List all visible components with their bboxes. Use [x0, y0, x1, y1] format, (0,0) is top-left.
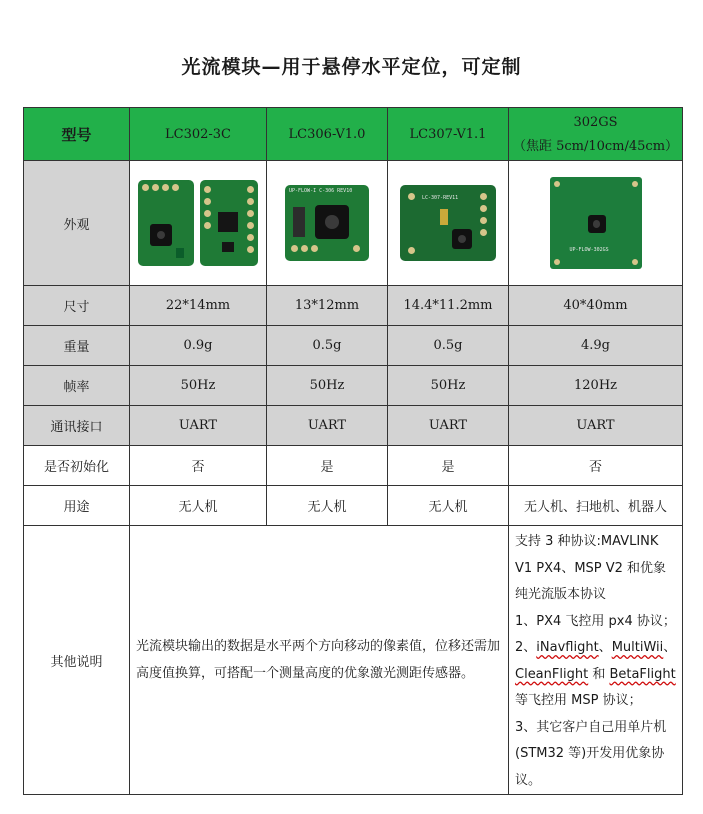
notes-line: 等飞控用 MSP 协议；: [515, 693, 642, 708]
fc-inavflight: iNavflight: [536, 640, 599, 655]
module-photo-lc306: UP-FLOW-I C-306 REV10: [285, 185, 369, 261]
model-302gs: [509, 108, 683, 161]
notes-line: [515, 635, 678, 662]
size-value: 22*14mm: [130, 286, 267, 326]
fps-label: 帧率: [24, 366, 130, 406]
weight-value: 0.5g: [267, 326, 388, 366]
notes-line: 支持 3 种协议:MAVLINK: [515, 534, 659, 549]
usage-value: 无人机: [267, 486, 388, 526]
size-row: [24, 286, 683, 326]
notes-label: 其他说明: [24, 526, 130, 795]
size-value: 13*12mm: [267, 286, 388, 326]
interface-value: UART: [267, 406, 388, 446]
weight-row: [24, 326, 683, 366]
fps-value: 50Hz: [130, 366, 267, 406]
init-label: 是否初始化: [24, 446, 130, 486]
notes-text: 和: [588, 666, 610, 682]
init-value: 是: [388, 446, 509, 486]
usage-value: 无人机: [130, 486, 267, 526]
init-value: 是: [267, 446, 388, 486]
fps-row: [24, 366, 683, 406]
notes-line: 3、其它客户自己用单片机: [515, 719, 667, 735]
interface-value: UART: [388, 406, 509, 446]
module-photo-lc307: LC-307-REV11: [400, 185, 496, 261]
notes-text: 、: [598, 640, 612, 655]
model-lc306: LC306-V1.0: [267, 108, 388, 161]
interface-value: UART: [130, 406, 267, 446]
fps-value: 50Hz: [388, 366, 509, 406]
notes-line: 1、PX4 飞控用 px4 协议；: [515, 613, 676, 629]
photo-cell-lc306: [267, 161, 388, 286]
init-row: [24, 446, 683, 486]
weight-label: 重量: [24, 326, 130, 366]
header-label: 型号: [24, 108, 130, 161]
init-value: 否: [130, 446, 267, 486]
weight-value: 4.9g: [509, 326, 683, 366]
interface-label: 通讯接口: [24, 406, 130, 446]
interface-value: UART: [509, 406, 683, 446]
weight-value: 0.5g: [388, 326, 509, 366]
model-302gs-name: 302GS: [573, 114, 618, 130]
size-label: 尺寸: [24, 286, 130, 326]
notes-text: 、: [663, 640, 677, 655]
size-value: 40*40mm: [509, 286, 683, 326]
usage-label: 用途: [24, 486, 130, 526]
notes-description: 光流模块输出的数据是水平两个方向移动的像素值，位移还需加高度值换算，可搭配一个测量高度的优象激光测距传感器。: [130, 526, 509, 795]
photo-cell-lc307: [388, 161, 509, 286]
model-lc307: LC307-V1.1: [388, 108, 509, 161]
notes-line: V1 PX4、MSP V2 和优象: [515, 560, 667, 576]
fc-cleanflight: CleanFlight: [515, 666, 589, 682]
fc-multiwii: MultiWii: [611, 640, 664, 655]
notes-line: 纯光流版本协议: [515, 587, 607, 602]
usage-value: 无人机、扫地机、机器人: [509, 486, 683, 526]
appearance-label: 外观: [24, 161, 130, 286]
protocol-notes: [509, 526, 683, 795]
model-302gs-focal: （焦距 5cm/10cm/45cm）: [512, 138, 679, 154]
interface-row: [24, 406, 683, 446]
notes-text: 2、: [515, 640, 537, 655]
spec-table: [23, 107, 683, 795]
appearance-row: [24, 161, 683, 286]
usage-value: 无人机: [388, 486, 509, 526]
module-photo-302gs: UP-FLOW-302GS: [550, 177, 642, 269]
notes-line: [515, 662, 678, 689]
photo-cell-lc302: [130, 161, 267, 286]
fc-betaflight: BetaFlight: [609, 666, 676, 682]
header-row: [24, 108, 683, 161]
fps-value: 50Hz: [267, 366, 388, 406]
weight-value: 0.9g: [130, 326, 267, 366]
notes-row: [24, 526, 683, 795]
notes-line: 议。: [515, 772, 542, 788]
module-photo-lc302: [136, 178, 260, 268]
model-lc302-3c: LC302-3C: [130, 108, 267, 161]
photo-cell-302gs: [509, 161, 683, 286]
init-value: 否: [509, 446, 683, 486]
usage-row: [24, 486, 683, 526]
notes-line: (STM32 等)开发用优象协: [515, 746, 665, 761]
page-title: 光流模块—用于悬停水平定位，可定制: [181, 56, 522, 78]
fps-value: 120Hz: [509, 366, 683, 406]
size-value: 14.4*11.2mm: [388, 286, 509, 326]
